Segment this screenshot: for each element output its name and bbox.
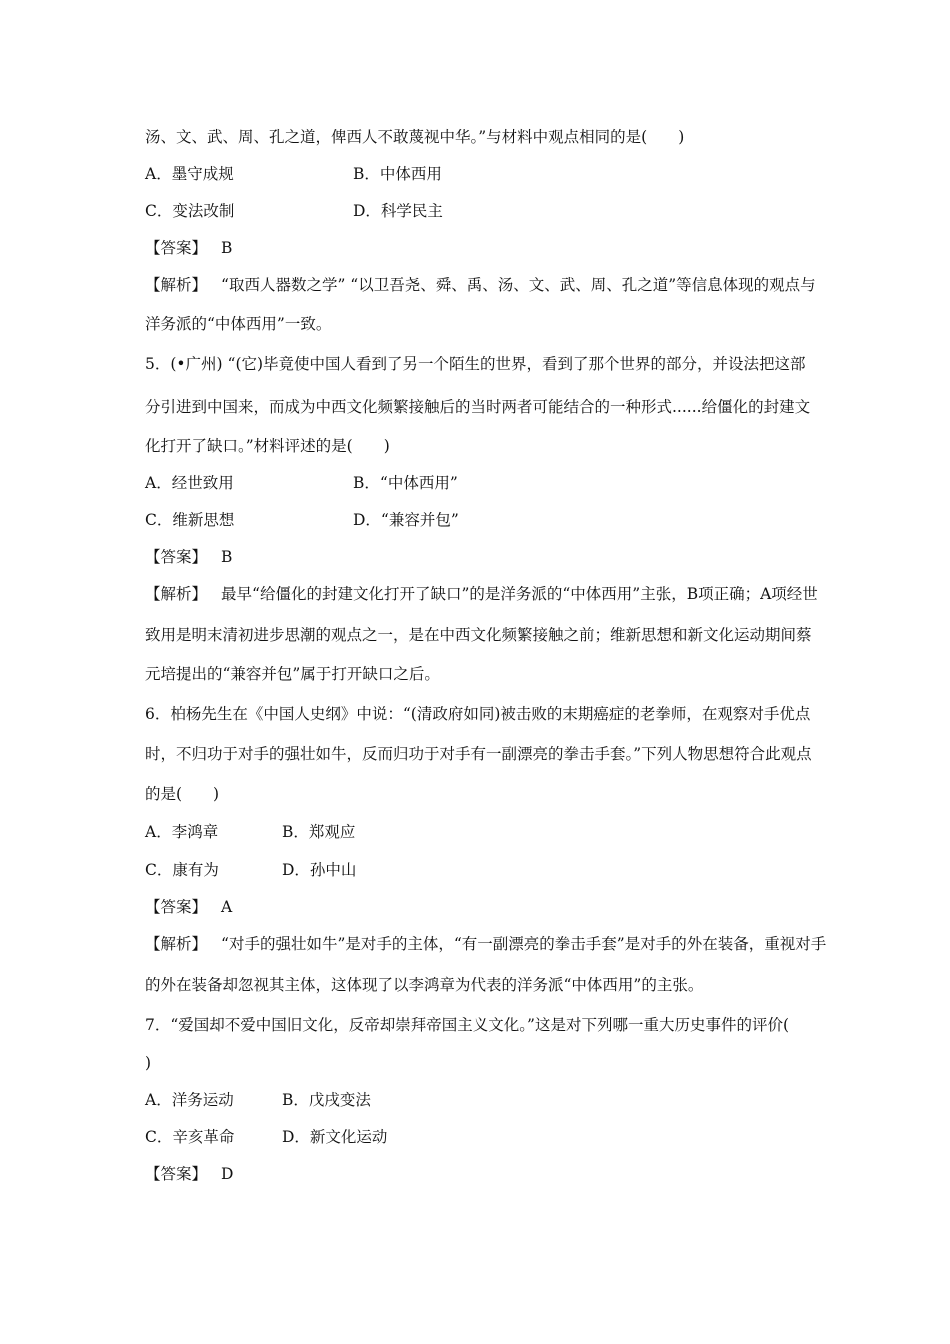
option-b: B．郑观应 [282,823,356,841]
question-4-options-row-1 [145,164,810,184]
question-5-analysis-line-1 [145,584,818,604]
question-6-stem-line-2: 时，不归功于对手的强壮如牛，反而归功于对手有一副漂亮的拳击手套。”下列人物思想符合此观点 [145,745,812,763]
analysis-label: 【解析】 [145,585,208,603]
question-6-analysis-line-1 [145,934,827,954]
option-b: B．戊戌变法 [282,1091,371,1109]
answer-value: B [221,548,233,566]
option-c: C．康有为 [145,861,219,879]
answer-value: D [221,1165,234,1183]
question-4-analysis-line-1 [145,275,816,295]
option-c: C．维新思想 [145,511,235,529]
question-6-stem-line-3: 的是( ) [145,785,220,803]
option-b: B．中体西用 [353,165,442,183]
question-5-stem-line-3: 化打开了缺口。”材料评述的是( ) [145,437,390,455]
question-7-options-row-2 [145,1127,810,1147]
question-4-stem-tail: 汤、文、武、周、孔之道，俾西人不敢蔑视中华。”与材料中观点相同的是( ) [145,128,685,146]
question-5-answer [145,547,810,567]
option-a: A．李鸿章 [145,823,219,841]
question-6-options-row-2 [145,860,810,880]
question-4-options-row-2 [145,201,810,221]
option-c: C．辛亥革命 [145,1128,235,1146]
option-a: A．洋务运动 [145,1091,234,1109]
question-4-analysis-line-2: 洋务派的“中体西用”一致。 [145,315,332,333]
answer-label: 【答案】 [145,1165,208,1183]
answer-label: 【答案】 [145,898,208,916]
question-6-options-row-1 [145,822,810,842]
option-d: D．孙中山 [282,861,357,879]
question-4-answer [145,238,810,258]
question-7-stem-line-2: ) [145,1054,152,1072]
option-c: C．变法改制 [145,202,235,220]
question-7-answer [145,1164,810,1184]
question-6-answer [145,897,810,917]
option-b: B．“中体西用” [353,474,458,492]
option-d: D．“兼容并包” [353,511,459,529]
answer-value: A [221,898,233,916]
answer-label: 【答案】 [145,548,208,566]
question-7-options-row-1 [145,1090,810,1110]
option-a: A．经世致用 [145,474,234,492]
question-5-options-row-2 [145,510,810,530]
option-d: D．新文化运动 [282,1128,388,1146]
question-5-stem-line-1: 5．(•广州) “(它)毕竟使中国人看到了另一个陌生的世界，看到了那个世界的部分，并设法把这部 [145,355,806,373]
question-5-stem-line-2: 分引进到中国来，而成为中西文化频繁接触后的当时两者可能结合的一种形式......给僵化的封建文 [145,398,811,416]
analysis-text: 最早“给僵化的封建文化打开了缺口”的是洋务派的“中体西用”主张，B项正确；A项经世 [221,585,818,603]
analysis-text: “对手的强壮如牛”是对手的主体，“有一副漂亮的拳击手套”是对手的外在装备，重视对手 [221,935,827,953]
analysis-text: “取西人器数之学” “以卫吾尧、舜、禹、汤、文、武、周、孔之道”等信息体现的观点与 [221,276,816,294]
question-6-analysis-line-2: 的外在装备却忽视其主体，这体现了以李鸿章为代表的洋务派“中体西用”的主张。 [145,976,704,994]
question-5-analysis-line-2: 致用是明末清初进步思潮的观点之一，是在中西文化频繁接触之前；维新思想和新文化运动期间蔡 [145,626,812,644]
answer-label: 【答案】 [145,239,208,257]
option-a: A．墨守成规 [145,165,234,183]
question-5-options-row-1 [145,473,810,493]
analysis-label: 【解析】 [145,935,208,953]
analysis-label: 【解析】 [145,276,208,294]
question-5-analysis-line-3: 元培提出的“兼容并包”属于打开缺口之后。 [145,665,440,683]
question-7-stem-line-1: 7．“爱国却不爱中国旧文化，反帝却崇拜帝国主义文化。”这是对下列哪一重大历史事件的评价( [145,1016,790,1034]
answer-value: B [221,239,233,257]
option-d: D．科学民主 [353,202,443,220]
question-6-stem-line-1: 6．柏杨先生在《中国人史纲》中说：“(清政府如同)被击败的末期癌症的老拳师，在观察对手优点 [145,705,811,723]
